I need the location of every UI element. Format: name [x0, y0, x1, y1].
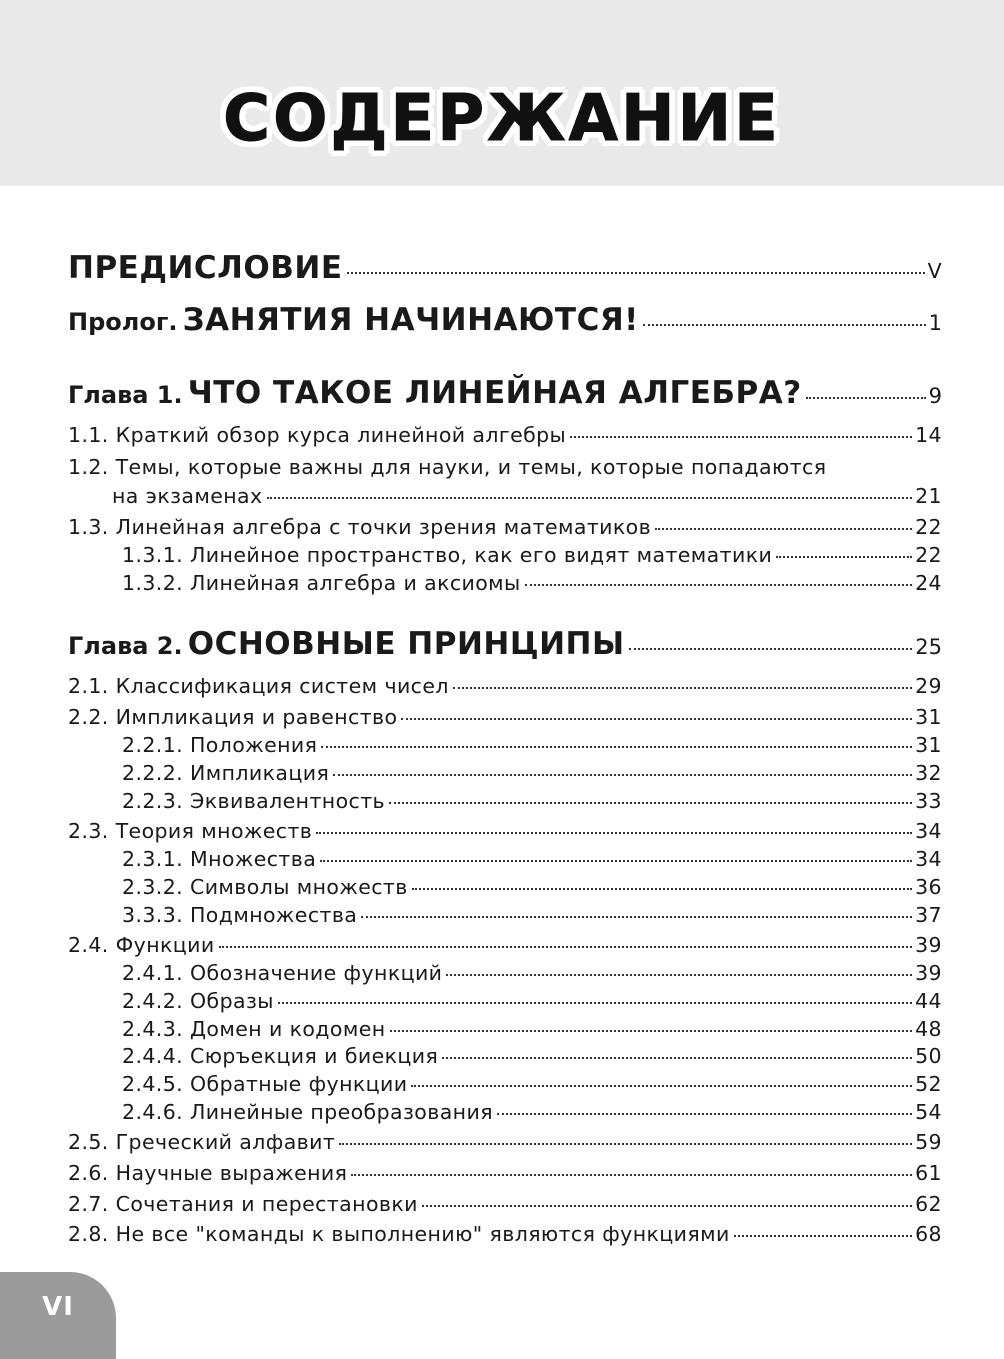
toc-chapter-2-page: 25	[915, 635, 942, 659]
toc-entry-2-3-1[interactable]: 2.3.1. Множества 34	[122, 847, 942, 871]
page-title: СОДЕРЖАНИЕ	[223, 82, 781, 156]
leader-dots	[347, 272, 925, 274]
toc-entry-2-4-3[interactable]: 2.4.3. Домен и кодомен 48	[122, 1017, 942, 1041]
toc-entry-2-2-2[interactable]: 2.2.2. Импликация 32	[122, 761, 942, 785]
leader-dots	[389, 802, 912, 804]
toc-entry-2-2[interactable]: 2.2. Импликация и равенство 31	[68, 705, 942, 729]
toc-entry-2-4-1[interactable]: 2.4.1. Обозначение функций 39	[122, 961, 942, 985]
leader-dots	[776, 556, 912, 558]
leader-dots	[278, 1002, 912, 1004]
toc-prologue-prefix: Пролог.	[68, 308, 178, 336]
toc-chapter-1-prefix: Глава 1.	[68, 381, 183, 409]
leader-dots	[219, 946, 913, 948]
toc-entry-1-2-line1[interactable]: 1.2. Темы, которые важны для науки, и темы, которые попадаются	[68, 455, 827, 479]
toc-entry-2-1[interactable]: 2.1. Классификация систем чисел 29	[68, 674, 942, 698]
toc-entry-2-4-4[interactable]: 2.4.4. Сюръекция и биекция 50	[122, 1044, 942, 1068]
toc-entry-1-2[interactable]: на экзаменах 21	[112, 484, 942, 508]
leader-dots	[321, 746, 912, 748]
leader-dots	[320, 860, 912, 862]
toc-prologue-title: ЗАНЯТИЯ НАЧИНАЮТСЯ!	[182, 302, 639, 338]
toc-chapter-2-title: ОСНОВНЫЕ ПРИНЦИПЫ	[187, 626, 625, 662]
leader-dots	[351, 1174, 912, 1176]
toc-preface-label: ПРЕДИСЛОВИЕ	[68, 250, 343, 286]
toc-entry-2-5[interactable]: 2.5. Греческий алфавит 59	[68, 1130, 942, 1154]
leader-dots	[497, 1113, 912, 1115]
leader-dots	[734, 1235, 912, 1237]
toc-entry-3-3-3[interactable]: 3.3.3. Подмножества 37	[122, 903, 942, 927]
toc-entry-2-2-1[interactable]: 2.2.1. Положения 31	[122, 733, 942, 757]
toc-entry-1-1[interactable]: 1.1. Краткий обзор курса линейной алгебры 14	[68, 423, 942, 447]
toc-chapter-2[interactable]	[68, 626, 942, 666]
toc-entry-1-3-2[interactable]: 1.3.2. Линейная алгебра и аксиомы 24	[122, 571, 942, 595]
leader-dots	[629, 648, 913, 650]
toc-entry-2-4-6[interactable]: 2.4.6. Линейные преобразования 54	[122, 1100, 942, 1124]
toc-entry-2-4-5[interactable]: 2.4.5. Обратные функции 52	[122, 1072, 942, 1096]
leader-dots	[316, 832, 912, 834]
toc-entry-2-3-2[interactable]: 2.3.2. Символы множеств 36	[122, 875, 942, 899]
leader-dots	[643, 324, 926, 326]
leader-dots	[339, 1143, 912, 1145]
page-number-tab	[0, 1272, 116, 1359]
leader-dots	[525, 584, 912, 586]
leader-dots	[412, 888, 912, 890]
leader-dots	[422, 1205, 912, 1207]
toc-entry-2-6[interactable]: 2.6. Научные выражения 61	[68, 1161, 942, 1185]
toc-entry-1-3[interactable]: 1.3. Линейная алгебра с точки зрения математиков 22	[68, 515, 942, 539]
leader-dots	[442, 1057, 912, 1059]
toc-chapter-1-title: ЧТО ТАКОЕ ЛИНЕЙНАЯ АЛГЕБРА?	[187, 375, 802, 411]
leader-dots	[453, 687, 912, 689]
toc-prologue[interactable]	[68, 302, 942, 342]
leader-dots	[806, 397, 926, 399]
toc-chapter-1[interactable]	[68, 375, 942, 415]
leader-dots	[655, 528, 912, 530]
toc-entry-2-4[interactable]: 2.4. Функции 39	[68, 933, 942, 957]
leader-dots	[361, 916, 912, 918]
toc-chapter-2-prefix: Глава 2.	[68, 632, 183, 660]
leader-dots	[570, 436, 912, 438]
toc-entry-2-2-3[interactable]: 2.2.3. Эквивалентность 33	[122, 789, 942, 813]
toc-entry-2-3[interactable]: 2.3. Теория множеств 34	[68, 819, 942, 843]
page-number: VI	[42, 1292, 74, 1322]
leader-dots	[401, 718, 912, 720]
leader-dots	[390, 1030, 913, 1032]
toc-prologue-page: 1	[928, 311, 942, 335]
leader-dots	[446, 974, 912, 976]
toc-chapter-1-page: 9	[928, 384, 942, 408]
leader-dots	[333, 774, 912, 776]
toc-preface[interactable]	[68, 250, 942, 290]
toc-entry-2-4-2[interactable]: 2.4.2. Образы 44	[122, 989, 942, 1013]
toc-entry-1-3-1[interactable]: 1.3.1. Линейное пространство, как его видят математики 22	[122, 543, 942, 567]
leader-dots	[411, 1085, 912, 1087]
leader-dots	[267, 497, 913, 499]
toc-preface-page: V	[927, 259, 942, 283]
toc-entry-2-8[interactable]: 2.8. Не все "команды к выполнению" являются функциями 68	[68, 1222, 942, 1246]
toc-entry-2-7[interactable]: 2.7. Сочетания и перестановки 62	[68, 1192, 942, 1216]
